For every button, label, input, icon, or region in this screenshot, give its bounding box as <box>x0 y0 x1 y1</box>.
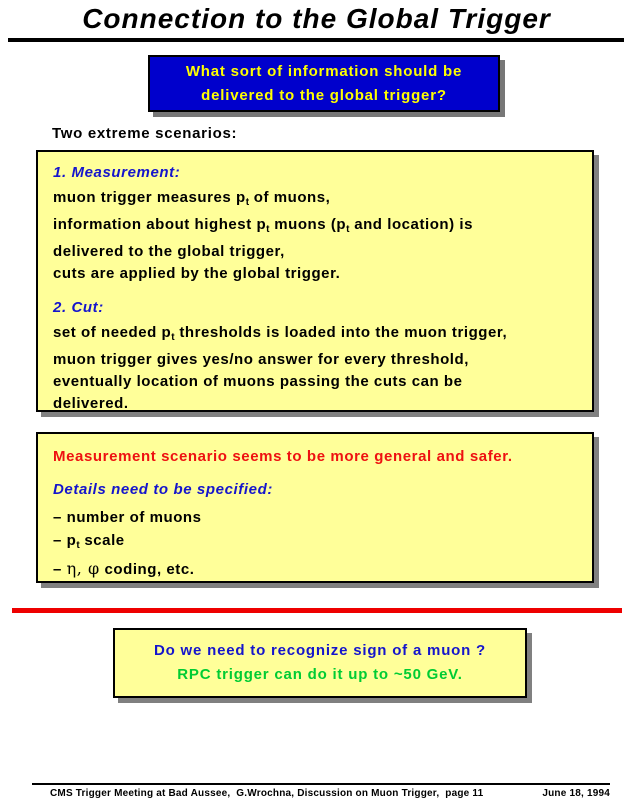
details-heading: Details need to be specified: <box>53 481 273 498</box>
footer-left-text: CMS Trigger Meeting at Bad Aussee, G.Wrochna, Discussion on Muon Trigger, page 11 <box>50 788 484 799</box>
question-banner-line: What sort of information should be <box>185 62 463 80</box>
text-line <box>53 557 577 581</box>
text-line <box>53 187 577 214</box>
title-underline <box>8 38 624 42</box>
text-line <box>53 506 577 529</box>
text-segment: set of needed p <box>53 324 172 341</box>
sign-question-box <box>113 628 527 698</box>
details-list <box>53 506 577 581</box>
sign-answer: RPC trigger can do it up to ~50 GeV. <box>177 666 463 683</box>
conclusion-statement: Measurement scenario seems to be more general and safer. <box>53 448 513 465</box>
text-segment: scale <box>79 532 125 549</box>
text-segment: – p <box>53 532 77 549</box>
scenario-measurement <box>53 164 577 285</box>
footer-rule <box>32 783 610 785</box>
subscript-t: t <box>245 197 250 208</box>
red-divider <box>12 608 622 613</box>
footer-date: June 18, 1994 <box>542 788 610 799</box>
conclusion-box <box>36 432 594 583</box>
text-segment: muons (p <box>269 216 347 233</box>
scenario-body <box>53 322 577 415</box>
text-segment: delivered to the global trigger, <box>53 243 285 260</box>
scenario-body <box>53 187 577 285</box>
text-segment: information about highest p <box>53 216 267 233</box>
text-segment: eventually location of muons passing the cuts can be <box>53 373 463 390</box>
scenarios-box <box>36 150 594 412</box>
text-segment: thresholds is loaded into the muon trigger, <box>174 324 508 341</box>
text-segment: and location) is <box>349 216 474 233</box>
text-line <box>53 371 577 393</box>
text-segment: muon trigger measures p <box>53 189 246 206</box>
subscript-t: t <box>171 332 175 343</box>
scenario-heading: 1. Measurement: <box>53 164 181 181</box>
text-segment: – <box>53 561 67 578</box>
scenario-heading: 2. Cut: <box>53 299 104 316</box>
footer <box>50 788 610 799</box>
text-line <box>53 393 577 415</box>
subscript-t: t <box>346 224 350 235</box>
text-segment: muon trigger gives yes/no answer for every threshold, <box>53 351 469 368</box>
subscript-t: t <box>266 224 270 235</box>
text-segment: – number of muons <box>53 509 202 526</box>
text-line <box>53 529 577 557</box>
greek-symbols: η, φ <box>66 559 100 578</box>
text-segment: coding, etc. <box>99 561 195 578</box>
text-line <box>53 322 577 349</box>
text-line <box>53 349 577 371</box>
text-segment: cuts are applied by the global trigger. <box>53 265 341 282</box>
text-segment: delivered. <box>53 395 129 412</box>
text-segment: of muons, <box>249 189 331 206</box>
text-line <box>53 241 577 263</box>
scenario-cut <box>53 299 577 415</box>
text-line <box>53 263 577 285</box>
subscript-t: t <box>76 540 80 551</box>
text-line <box>53 214 577 241</box>
page-title: Connection to the Global Trigger <box>82 3 551 34</box>
question-banner <box>148 55 500 112</box>
sign-question: Do we need to recognize sign of a muon ? <box>153 642 487 659</box>
intro-text: Two extreme scenarios: <box>52 125 238 142</box>
question-banner-line: delivered to the global trigger? <box>201 86 447 104</box>
